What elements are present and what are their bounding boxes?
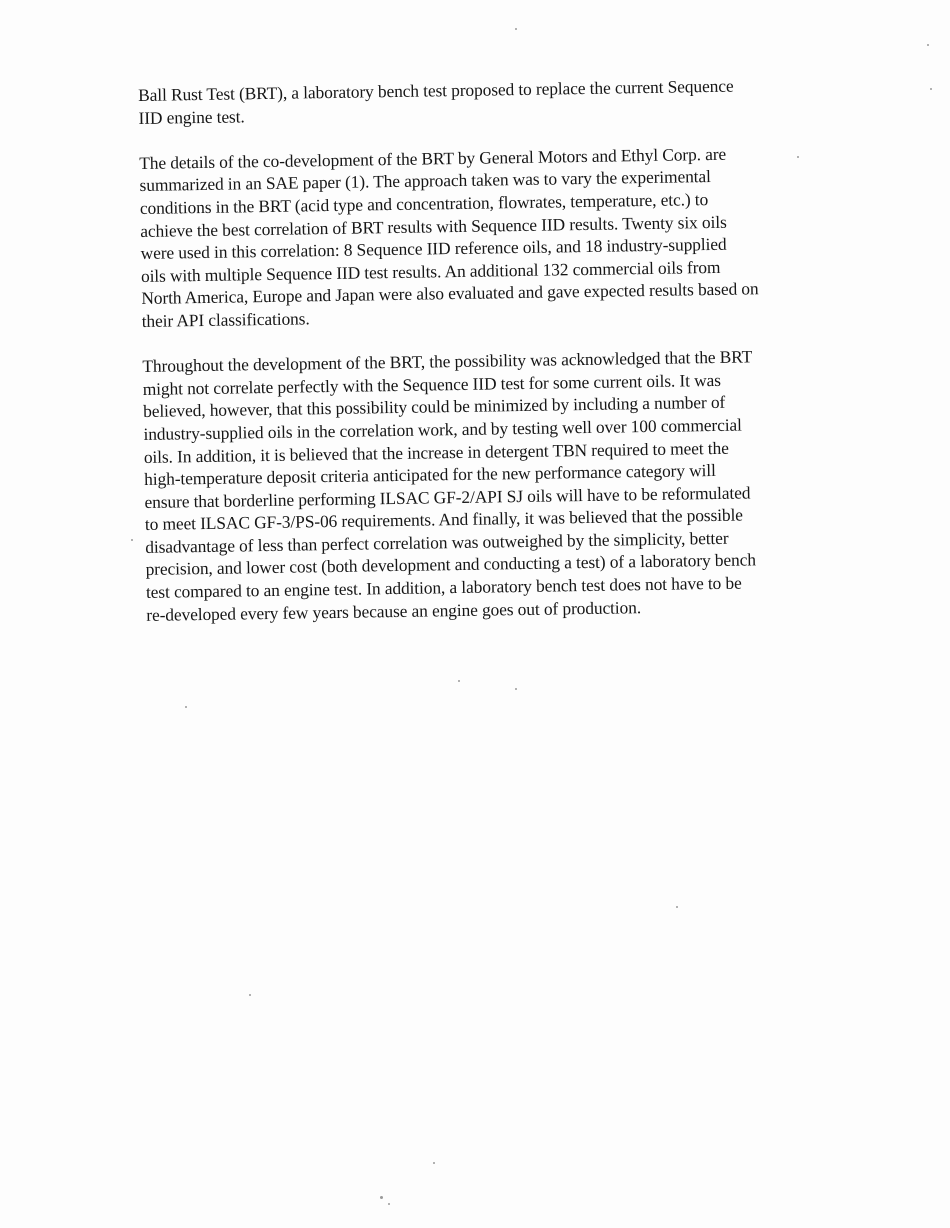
scan-speck xyxy=(458,680,460,682)
text-line: achieve the best correlation of BRT results with Sequence IID results. Twenty six oils xyxy=(140,211,727,241)
scan-speck xyxy=(388,1203,390,1205)
text-line: conditions in the BRT (acid type and concentration, flowrates, temperature, etc.) to xyxy=(139,189,709,218)
text-line: high-temperature deposit criteria anticipated for the new performance category will xyxy=(144,460,716,490)
scan-speck xyxy=(797,156,799,158)
scan-speck xyxy=(676,906,678,908)
text-line: Ball Rust Test (BRT), a laboratory bench test proposed to replace the current Sequence xyxy=(138,75,734,105)
scan-speck xyxy=(927,44,929,46)
text-line: disadvantage of less than perfect correlation was outweighed by the simplicity, better xyxy=(145,527,729,557)
scan-speck xyxy=(433,1162,435,1164)
text-line: re-developed every few years because an engine goes out of production. xyxy=(146,596,642,625)
scan-speck xyxy=(515,28,517,30)
text-line: IID engine test. xyxy=(138,105,245,128)
paragraph-3 xyxy=(142,344,836,626)
text-line: North America, Europe and Japan were also evaluated and gave expected results based on xyxy=(141,278,759,309)
scan-speck xyxy=(930,88,932,90)
text-line: their API classifications. xyxy=(141,308,310,331)
text-line: ensure that borderline performing ILSAC GF-2/API SJ oils will have to be reformulated xyxy=(144,482,751,512)
text-line: summarized in an SAE paper (1). The approach taken was to vary the experimental xyxy=(139,166,711,196)
text-line: oils with multiple Sequence IID test results. An additional 132 commercial oils from xyxy=(140,256,721,286)
text-line: precision, and lower cost (both development and conducting a test) of a laboratory bench xyxy=(145,549,757,580)
text-line: to meet ILSAC GF-3/PS-06 requirements. And finally, it was believed that the possible xyxy=(144,504,743,535)
text-line: might not correlate perfectly with the Sequence IID test for some current oils. It was xyxy=(142,369,722,399)
scan-speck xyxy=(515,688,517,690)
scan-speck xyxy=(249,994,251,996)
text-line: believed, however, that this possibility could be minimized by including a number of xyxy=(142,392,726,422)
text-line: Throughout the development of the BRT, the possibility was acknowledged that the BRT xyxy=(142,346,753,377)
scan-speck xyxy=(380,1196,383,1199)
text-line: industry-supplied oils in the correlation work, and by testing well over 100 commercial xyxy=(143,414,742,444)
text-line: test compared to an engine test. In addition, a laboratory bench test does not have to be xyxy=(145,572,742,602)
scan-speck xyxy=(185,706,187,708)
document-body xyxy=(138,73,837,649)
paragraph-2 xyxy=(139,141,832,333)
text-line: oils. In addition, it is believed that the increase in detergent TBN required to meet the xyxy=(143,437,729,467)
paragraph-1 xyxy=(138,73,829,129)
scan-speck xyxy=(131,539,133,541)
text-line: The details of the co-development of the BRT by General Motors and Ethyl Corp. are xyxy=(139,143,727,173)
text-line: were used in this correlation: 8 Sequence IID reference oils, and 18 industry-supplied xyxy=(140,233,727,264)
